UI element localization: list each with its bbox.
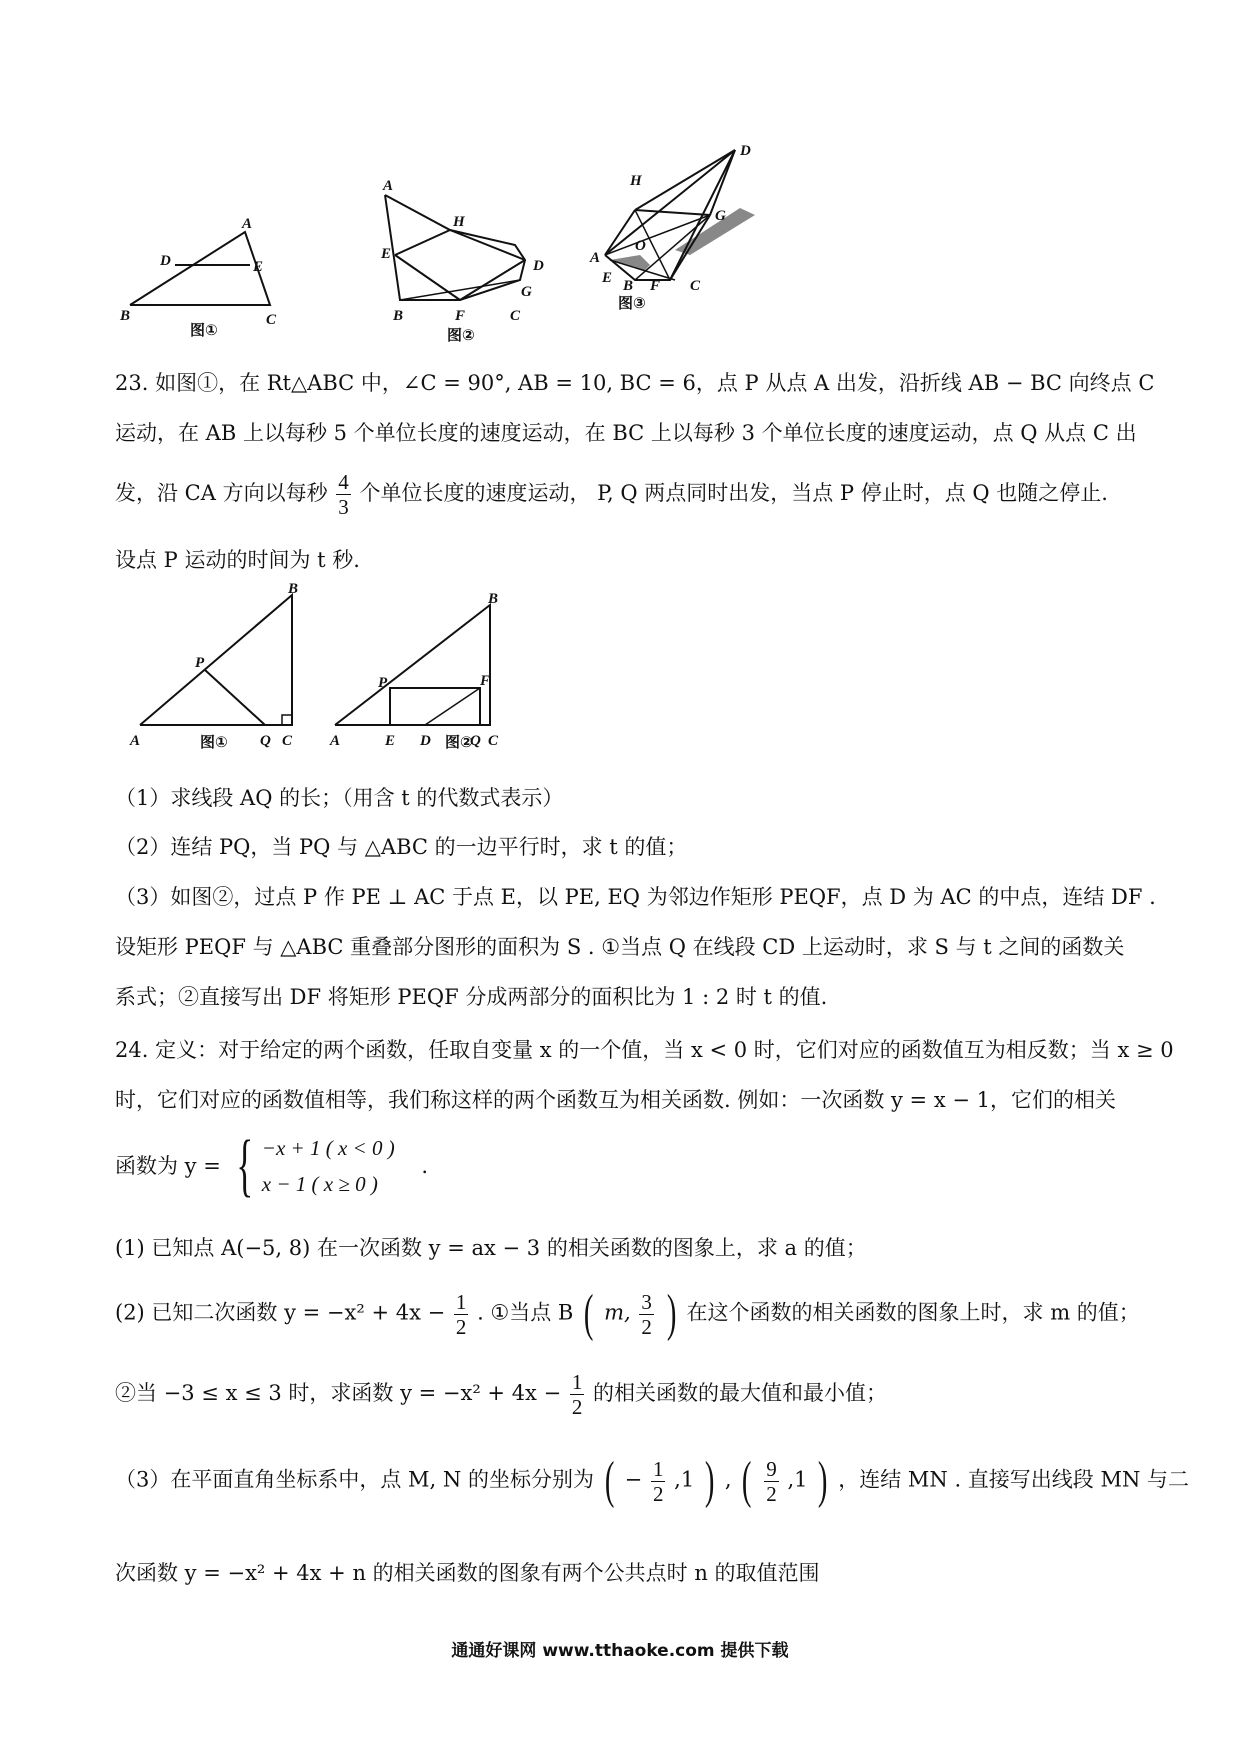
right-triangle-diagram [130,581,310,755]
triangle-diagram [110,210,310,340]
label-H: H [453,214,465,230]
left-paren: ( [742,1452,752,1509]
q24-p3-post: ，连结 MN . 直接写出线段 MN 与二 [838,1467,1190,1492]
q23-line2: 运动，在 AB 上以每秒 5 个单位长度的速度运动，在 BC 上以每秒 3 个单位长度的速度运动，点 Q 从点 C 出 [115,421,1137,445]
q23-line3-pre: 发，沿 CA 方向以每秒 [115,481,328,505]
label-H: H [630,173,642,189]
q23-part3-c: 系式；②直接写出 DF 将矩形 PEQF 分成两部分的面积比为 1 : 2 时 t 的值. [115,985,828,1009]
label-B: B [120,308,131,324]
piecewise-cases [262,1130,395,1202]
q24-def3-post: . [421,1154,429,1178]
q24-p2-point: m, [604,1300,631,1325]
label-G: G [715,208,726,224]
q23-line1: 23. 如图①，在 Rt△ABC 中，∠C = 90°, AB = 10, BC = 6，点 P 从点 A 出发，沿折线 AB − BC 向终点 C [115,371,1155,395]
right-triangle-rectangle-diagram [330,591,510,755]
label-E: E [385,733,396,749]
q24-def3-pre: 函数为 y = [115,1154,221,1178]
top-figure-1 [110,210,310,340]
q24-part2 [115,1285,1140,1342]
q23-figure-2 [330,591,510,755]
q23-line4: 设点 P 运动的时间为 t 秒. [115,548,360,572]
coord-separator: , [724,1467,732,1492]
q24-definition-3 [115,1127,1130,1210]
label-F: F [480,673,491,689]
label-B: B [393,308,404,324]
label-Q: Q [470,733,481,749]
left-paren: ( [583,1285,594,1342]
quadrilateral-diagram [375,180,575,345]
q23-part1: （1）求线段 AQ 的长；（用含 t 的代数式表示） [115,786,564,810]
q23-line3-post: 个单位长度的速度运动， P, Q 两点同时出发，当点 P 停止时，点 Q 也随之停止. [359,481,1108,505]
case-2: x − 1 ( x ≥ 0 ) [261,1172,378,1196]
q24-definition-1: 24. 定义：对于给定的两个函数，任取自变量 x 的一个值，当 x < 0 时，它们对应的函数值互为相反数；当 x ≥ 0 [115,1038,1174,1062]
label-Q: Q [260,733,271,749]
label-D: D [420,733,431,749]
label-B: B [623,278,634,294]
fraction-three-halves: $\frac{3}{2}$ [641,1289,652,1339]
case-1: −x + 1 ( x < 0 ) [261,1136,395,1160]
label-C: C [266,312,277,328]
label-C: C [282,733,293,749]
label-A: A [383,178,394,194]
fraction-one-half: $\frac{1}{2}$ [455,1289,467,1339]
q24-p2-mid: . ①当点 B [477,1300,574,1325]
label-A: A [242,216,253,232]
left-brace: { [235,1127,253,1204]
q24-part2-b [115,1370,1130,1419]
complex-quadrilateral-diagram [590,143,860,340]
label-A: A [590,250,601,266]
label-B: B [488,591,499,607]
right-paren: ) [818,1452,828,1509]
label-A: A [130,733,141,749]
q24-part3 [115,1452,1190,1509]
label-E: E [602,270,613,286]
fraction-one-half: $\frac{1}{2}$ [652,1456,664,1506]
top-figure-2 [375,180,575,345]
label-E: E [381,246,392,262]
label-C: C [510,308,521,324]
figure-caption: 图③ [618,294,646,312]
label-D: D [160,253,171,269]
q24-p2-post: 在这个函数的相关函数的图象上时，求 m 的值； [686,1300,1140,1325]
label-O: O [635,238,646,254]
figure-caption: 图① [190,321,218,339]
q24-p2b-pre: ②当 −3 ≤ x ≤ 3 时，求函数 y = −x² + 4x − [115,1381,562,1405]
left-paren: ( [604,1452,615,1509]
fraction-four-thirds: $\frac{4}{3}$ [338,470,349,519]
q24-p2b-post: 的相关函数的最大值和最小值； [593,1381,888,1405]
label-P: P [195,655,205,671]
q24-part1: (1) 已知点 A(−5, 8) 在一次函数 y = ax − 3 的相关函数的图象上，求 a 的值； [115,1236,867,1260]
q24-p3-pre: （3）在平面直角坐标系中，点 M, N 的坐标分别为 [115,1467,594,1492]
fraction-nine-halves: $\frac{9}{2}$ [766,1456,777,1506]
label-F: F [455,308,466,324]
label-B: B [288,581,299,597]
label-P: P [378,675,388,691]
label-D: D [533,258,544,274]
right-paren: ) [666,1285,676,1342]
minus-sign: − [624,1467,643,1492]
q24-p2-pre: (2) 已知二次函数 y = −x² + 4x − [115,1300,446,1325]
label-A: A [330,733,341,749]
fraction-one-half: $\frac{1}{2}$ [571,1370,583,1419]
coord-one: ,1 [674,1467,695,1492]
label-C: C [690,278,701,294]
right-paren: ) [704,1452,715,1509]
label-E: E [253,259,264,275]
q23-figure-1 [130,581,310,755]
label-F: F [650,278,661,294]
q23-part3-b: 设矩形 PEQF 与 △ABC 重叠部分图形的面积为 S . ①当点 Q 在线段 CD 上运动时，求 S 与 t 之间的函数关 [115,935,1125,959]
label-C: C [488,733,499,749]
q23-part3-a: （3）如图②，过点 P 作 PE ⊥ AC 于点 E，以 PE, EQ 为邻边作矩形 PEQF，点 D 为 AC 的中点，连结 DF . [115,885,1156,909]
label-D: D [740,143,751,159]
q24-definition-2: 时，它们对应的函数值相等，我们称这样的两个函数互为相关函数. 例如：一次函数 y = x − 1，它们的相关 [115,1088,1116,1112]
page-footer: 通通好课网 www.tthaoke.com 提供下载 [451,1641,789,1661]
q23-line3 [115,470,1130,519]
figure-caption: 图② [447,326,475,344]
top-figure-3 [590,143,860,340]
q24-part3-b: 次函数 y = −x² + 4x + n 的相关函数的图象有两个公共点时 n 的取值范围 [115,1561,820,1585]
figure-caption: 图② [445,733,473,751]
label-G: G [521,284,532,300]
figure-caption: 图① [200,733,228,751]
coord-one: ,1 [787,1467,808,1492]
q23-part2: （2）连结 PQ，当 PQ 与 △ABC 的一边平行时，求 t 的值； [115,835,688,859]
